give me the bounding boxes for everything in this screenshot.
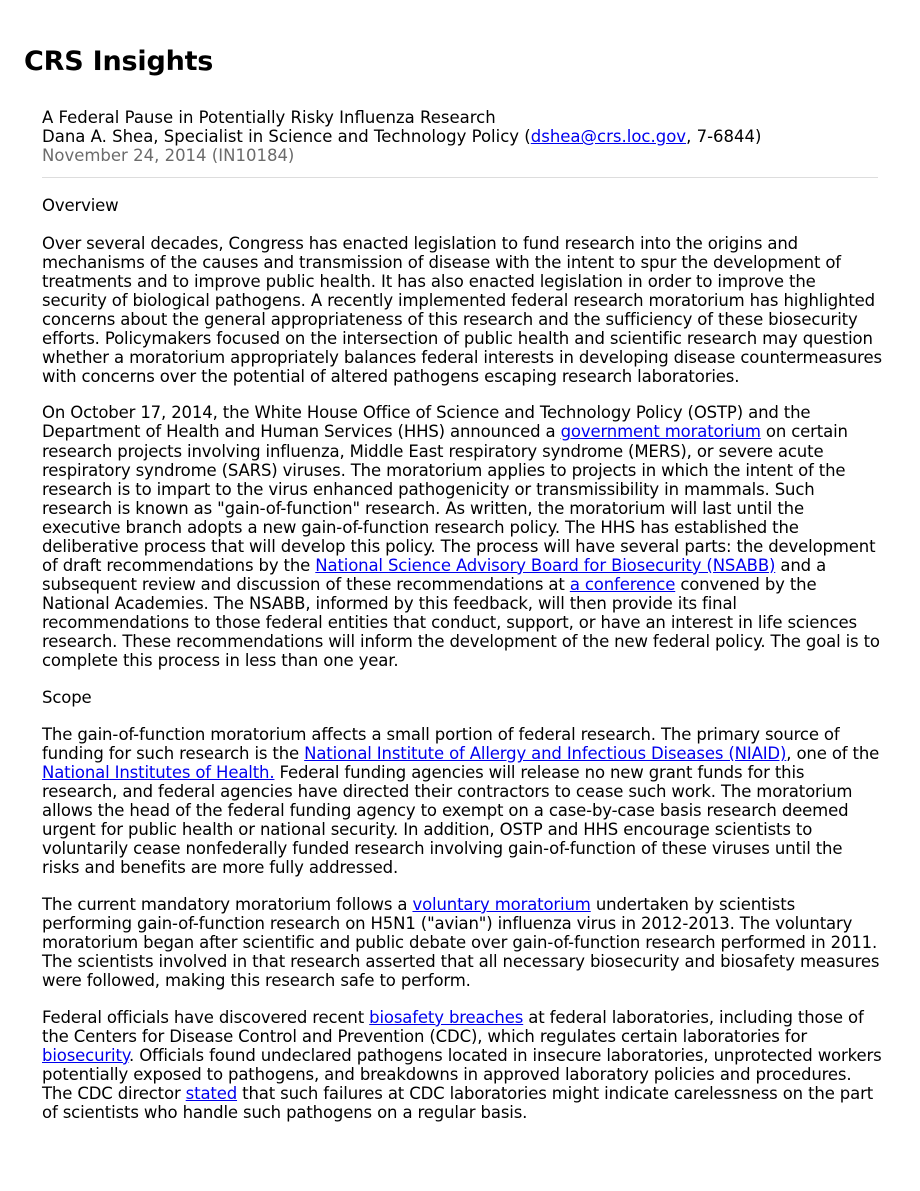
biosecurity-link[interactable]: biosecurity: [42, 1045, 130, 1065]
paragraph: The gain-of-function moratorium affects a small portion of federal research. The primary source of funding for such research is the National Institute of Allergy and Infectious Diseases (NIAID), one of the National Institutes of Health. Federal funding agencies will release no new grant funds for this research, and federal agencies have directed their contractors to cease such work. The moratorium allows the head of the federal funding agency to exempt on a case-by-case basis research deemed urgent for public health or national security. In addition, OSTP and HHS encourage scientists to voluntarily cease nonfederally funded research involving gain-of-function of these viruses until the risks and benefits are more fully addressed.: [42, 725, 880, 878]
niaid-link[interactable]: National Institute of Allergy and Infectious Diseases (NIAID): [304, 744, 787, 764]
article-body: [42, 196, 884, 1140]
paragraph: On October 17, 2014, the White House Office of Science and Technology Policy (OSTP) and the Department of Health and Human Services (HHS) announced a government moratorium on certain research projects involving influenza, Middle East respiratory syndrome (MERS), or severe acute respiratory syndrome (SARS) viruses. The moratorium applies to projects in which the intent of the research is to impart to the virus enhanced pathogenicity or transmissibility in mammals. Such research is known as "gain-of-function" research. As written, the moratorium will last until the executive branch adopts a new gain-of-function research policy. The HHS has established the deliberative process that will develop this policy. The process will have several parts: the development of draft recommendations by the National Science Advisory Board for Biosecurity (NSABB) and a subsequent review and discussion of these recommendations at a conference convened by the National Academies. The NSABB, informed by this feedback, will then provide its final recommendations to those federal entities that conduct, support, or have an interest in life sciences research. These recommendations will inform the development of the new federal policy. The goal is to complete this process in less than one year.: [42, 403, 880, 671]
stated-link[interactable]: stated: [185, 1083, 238, 1103]
author-text: Dana A. Shea, Specialist in Science and Technology Policy (: [42, 127, 531, 146]
site-title: CRS Insights: [24, 46, 214, 77]
nsabb-link[interactable]: National Science Advisory Board for Biosecurity (NSABB): [315, 555, 776, 575]
paragraph: Over several decades, Congress has enacted legislation to fund research into the origins and mechanisms of the causes and transmission of disease with the intent to spur the development of treatments and to improve public health. It has also enacted legislation in order to improve the security of biological pathogens. A recently implemented federal research moratorium has highlighted concerns about the general appropriateness of this research and the sufficiency of these biosecurity efforts. Policymakers focused on the intersection of public health and scientific research may question whether a moratorium appropriately balances federal interests in developing disease countermeasures with concerns over the potential of altered pathogens escaping research laboratories.: [42, 233, 882, 386]
paragraph: The current mandatory moratorium follows a voluntary moratorium undertaken by scientists performing gain-of-function research on H5N1 ("avian") influenza virus in 2012-2013. The voluntary moratorium began after scientific and public debate over gain-of-function research performed in 2011. The scientists involved in that research asserted that all necessary biosecurity and biosafety measures were followed, making this research safe to perform.: [42, 895, 880, 991]
author-email-link[interactable]: dshea@crs.loc.gov: [530, 127, 687, 146]
header-divider: [42, 177, 878, 178]
paragraph: Federal officials have discovered recent biosafety breaches at federal laboratories, including those of the Centers for Disease Control and Prevention (CDC), which regulates certain laboratories for biosecurity. Officials found undeclared pathogens located in insecure laboratories, unprotected workers potentially exposed to pathogens, and breakdowns in approved laboratory policies and procedures. The CDC director stated that such failures at CDC laboratories might indicate carelessness on the part of scientists who handle such pathogens on a regular basis.: [42, 1007, 882, 1122]
nih-link[interactable]: National Institutes of Health.: [42, 763, 275, 783]
section-heading-scope: Scope: [42, 687, 92, 707]
conference-link[interactable]: a conference: [569, 574, 676, 594]
report-title: A Federal Pause in Potentially Risky Influenza Research: [42, 108, 496, 127]
author-line: [42, 127, 878, 146]
voluntary-moratorium-link[interactable]: voluntary moratorium: [412, 895, 591, 914]
report-header: [42, 108, 878, 165]
section-heading-overview: Overview: [42, 196, 119, 215]
government-moratorium-link[interactable]: government moratorium: [560, 422, 761, 442]
biosafety-breaches-link[interactable]: biosafety breaches: [369, 1007, 524, 1027]
report-date: November 24, 2014 (IN10184): [42, 146, 295, 165]
author-phone: , 7-6844): [686, 127, 762, 146]
